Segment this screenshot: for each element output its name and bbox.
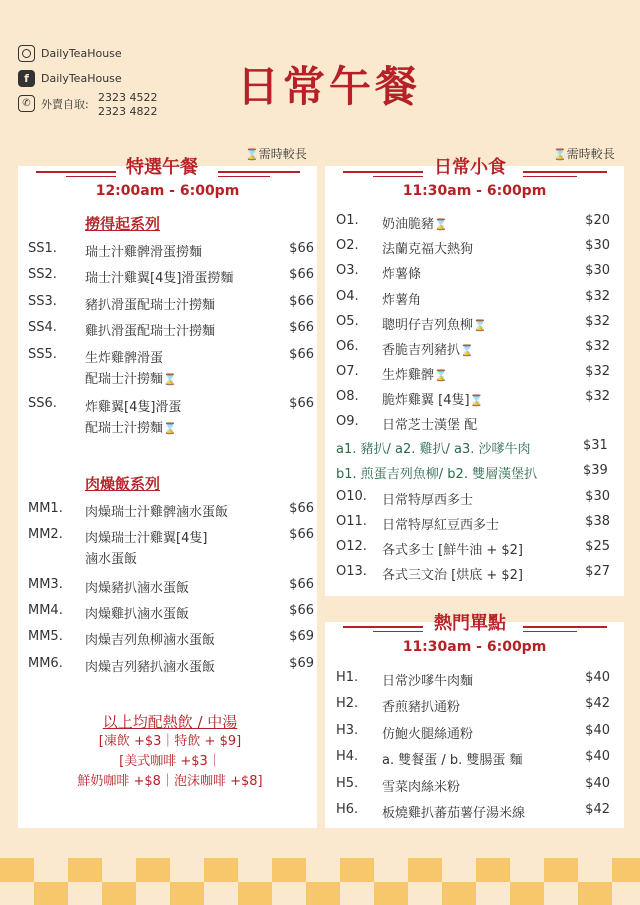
item-name-line2-text: 滷水蛋飯 <box>85 552 138 567</box>
item-name-text: 肉燥吉列豬扒滷水蛋飯 <box>85 660 216 675</box>
item-name <box>85 267 233 286</box>
item-price: $40 <box>585 670 610 685</box>
menu-item <box>336 213 610 233</box>
checker-square <box>510 882 544 905</box>
burger-option-b: b1. 煎蛋吉列魚柳/ b2. 雙層漢堡扒 <box>336 467 538 482</box>
menu-item <box>336 414 610 434</box>
checker-footer <box>0 858 640 905</box>
item-name <box>382 213 448 232</box>
item-code: SS4. <box>28 320 57 335</box>
item-name <box>85 656 215 675</box>
item-code: MM3. <box>28 577 63 592</box>
menu-item <box>336 539 610 559</box>
item-price: $25 <box>585 539 610 554</box>
item-code: O13. <box>336 564 367 579</box>
instagram-handle: DailyTeaHouse <box>41 47 122 60</box>
item-code: H6. <box>336 802 359 817</box>
item-code: MM5. <box>28 629 63 644</box>
item-code: O3. <box>336 263 359 278</box>
item-name-text: 聰明仔吉列魚柳 <box>382 318 474 333</box>
divider <box>343 171 423 173</box>
item-price: $38 <box>585 514 610 529</box>
divider <box>343 626 423 628</box>
item-name-text: 雪菜肉絲米粉 <box>382 780 461 795</box>
item-code: H1. <box>336 670 359 685</box>
item-name <box>382 723 473 742</box>
menu-item <box>336 238 610 258</box>
item-code: H2. <box>336 696 359 711</box>
section-title-hot: 熱門單點 <box>434 613 506 634</box>
facebook-handle: DailyTeaHouse <box>41 72 122 85</box>
checker-square <box>102 882 136 905</box>
phone-icon: ✆ <box>18 95 35 112</box>
item-name-text: a. 雙餐蛋 / b. 雙腸蛋 麵 <box>382 753 523 768</box>
menu-item <box>28 347 314 387</box>
item-code: MM1. <box>28 501 63 516</box>
item-name <box>85 603 189 622</box>
item-price: $66 <box>289 396 314 411</box>
needs-time-note <box>245 145 307 162</box>
item-price: $32 <box>585 339 610 354</box>
checker-square <box>170 882 204 905</box>
item-name-text: 日常特厚西多士 <box>382 493 474 508</box>
item-name-text: 瑞士汁雞翼[4隻]滑蛋撈麵 <box>85 271 234 286</box>
item-name <box>85 501 228 520</box>
phone-number-1: 2323 4522 <box>98 91 158 104</box>
menu-item <box>336 289 610 309</box>
hot-hours: 11:30am - 6:00pm <box>402 639 547 655</box>
item-name-text: 肉燥吉列魚柳滷水蛋飯 <box>85 633 216 648</box>
item-name <box>382 289 421 308</box>
item-price: $69 <box>289 629 314 644</box>
item-price: $32 <box>585 364 610 379</box>
item-price: $66 <box>289 294 314 309</box>
item-name-line2 <box>85 417 177 436</box>
phone-label: 外賣自取: <box>41 97 89 111</box>
divider <box>523 631 577 632</box>
item-name <box>382 314 487 333</box>
menu-item <box>336 749 610 769</box>
hourglass-icon: ⌛ <box>553 148 567 161</box>
item-name-line2 <box>85 368 177 387</box>
divider <box>523 171 607 173</box>
item-name <box>85 320 215 339</box>
facebook-contact[interactable] <box>18 70 122 87</box>
item-code: O2. <box>336 238 359 253</box>
item-name <box>85 294 215 313</box>
item-code: O7. <box>336 364 359 379</box>
item-price: $32 <box>585 389 610 404</box>
checker-square <box>578 882 612 905</box>
menu-item <box>336 263 610 283</box>
checker-square <box>612 858 640 882</box>
checker-square <box>442 882 476 905</box>
item-name <box>382 238 473 257</box>
hourglass-icon: ⌛ <box>163 373 177 386</box>
item-name <box>382 339 474 358</box>
item-name-text: 肉燥豬扒滷水蛋飯 <box>85 581 190 596</box>
item-name-text: 炸薯角 <box>382 293 422 308</box>
menu-item <box>336 564 610 584</box>
item-name-text: 各式多士 [鮮牛油 + $2] <box>382 543 523 558</box>
divider <box>66 176 116 177</box>
item-price: $40 <box>585 723 610 738</box>
item-name <box>382 489 473 508</box>
item-price: $42 <box>585 802 610 817</box>
section-title-lunch: 特選午餐 <box>126 157 198 178</box>
menu-item <box>28 603 314 623</box>
item-name <box>382 670 473 689</box>
burger-option-a-price: $31 <box>583 438 608 453</box>
snacks-hours: 11:30am - 6:00pm <box>402 183 547 199</box>
item-code: O4. <box>336 289 359 304</box>
needs-time-label: 需時較長 <box>258 147 307 161</box>
checker-square <box>238 882 272 905</box>
item-name <box>382 414 477 433</box>
item-name <box>85 347 163 366</box>
checker-square <box>34 882 68 905</box>
divider <box>523 626 607 628</box>
item-name-text: 板燒雞扒蕃茄薯仔湯米線 <box>382 806 526 821</box>
checker-square <box>340 858 374 882</box>
item-code: H5. <box>336 776 359 791</box>
divider <box>523 176 577 177</box>
divider <box>218 176 270 177</box>
menu-item <box>28 294 314 314</box>
item-code: O1. <box>336 213 359 228</box>
item-name <box>85 629 215 648</box>
item-code: O12. <box>336 539 367 554</box>
item-name-line2 <box>85 548 137 567</box>
pairing-title: 以上均配熱飲 / 中湯 <box>102 713 238 731</box>
item-code: H3. <box>336 723 359 738</box>
item-name-text: 脆炸雞翼 [4隻] <box>382 393 470 408</box>
item-code: SS6. <box>28 396 57 411</box>
item-price: $66 <box>289 241 314 256</box>
item-code: SS3. <box>28 294 57 309</box>
item-code: MM6. <box>28 656 63 671</box>
item-name <box>382 539 523 558</box>
item-name-text: 日常沙嗲牛肉麵 <box>382 674 474 689</box>
menu-item <box>336 514 610 534</box>
item-price: $66 <box>289 267 314 282</box>
item-name <box>382 776 460 795</box>
item-name <box>382 696 460 715</box>
phone-contact[interactable] <box>18 95 89 112</box>
item-price: $30 <box>585 263 610 278</box>
item-price: $66 <box>289 320 314 335</box>
item-name-text: 奶油脆豬 <box>382 217 435 232</box>
burger-option-a: a1. 豬扒/ a2. 雞扒/ a3. 沙嗲牛肉 <box>336 442 531 457</box>
pairing-drinks: [凍飲 +$3｜特飲 + $9] <box>98 734 242 749</box>
menu-item <box>28 577 314 597</box>
item-name-text: 肉燥瑞士汁雞髀滷水蛋飯 <box>85 505 229 520</box>
needs-time-note <box>553 145 615 162</box>
item-code: O9. <box>336 414 359 429</box>
menu-item <box>336 389 610 409</box>
menu-item <box>28 241 314 261</box>
item-name <box>382 389 483 408</box>
divider <box>373 176 423 177</box>
checker-square <box>408 858 442 882</box>
divider <box>373 631 423 632</box>
item-price: $40 <box>585 776 610 791</box>
divider <box>36 171 116 173</box>
item-name <box>85 577 189 596</box>
page-title: 日常午餐 <box>237 62 422 111</box>
item-name <box>382 564 523 583</box>
phone-number-2: 2323 4822 <box>98 105 158 118</box>
item-code: SS1. <box>28 241 57 256</box>
item-code: O5. <box>336 314 359 329</box>
divider <box>218 171 300 173</box>
checker-square <box>0 858 34 882</box>
menu-item <box>28 629 314 649</box>
item-price: $69 <box>289 656 314 671</box>
menu-item <box>28 527 314 567</box>
checker-square <box>544 858 578 882</box>
item-name-text: 香煎豬扒通粉 <box>382 700 461 715</box>
item-name-text: 炸雞翼[4隻]滑蛋 <box>85 400 182 415</box>
item-price: $42 <box>585 696 610 711</box>
lunch-hours: 12:00am - 6:00pm <box>95 183 240 199</box>
item-price: $30 <box>585 238 610 253</box>
checker-square <box>136 858 170 882</box>
checker-square <box>68 858 102 882</box>
item-name-text: 肉燥瑞士汁雞翼[4隻] <box>85 531 208 546</box>
instagram-contact[interactable] <box>18 45 122 62</box>
hourglass-icon: ⌛ <box>163 422 177 435</box>
needs-time-label: 需時較長 <box>566 147 615 161</box>
instagram-icon <box>18 45 35 62</box>
item-name <box>382 364 448 383</box>
item-name <box>382 263 421 282</box>
section-title-snacks: 日常小食 <box>434 157 506 178</box>
hourglass-icon: ⌛ <box>473 319 487 332</box>
item-price: $20 <box>585 213 610 228</box>
item-code: O10. <box>336 489 367 504</box>
hourglass-icon: ⌛ <box>469 394 484 407</box>
item-price: $66 <box>289 527 314 542</box>
item-name-text: 仿鮑火腿絲通粉 <box>382 727 474 742</box>
item-name-text: 豬扒滑蛋配瑞士汁撈麵 <box>85 298 216 313</box>
menu-item <box>336 776 610 796</box>
hourglass-icon: ⌛ <box>434 369 448 382</box>
item-price: $40 <box>585 749 610 764</box>
item-name-text: 雞扒滑蛋配瑞士汁撈麵 <box>85 324 216 339</box>
item-name-text: 生炸雞髀 <box>382 368 435 383</box>
item-price: $66 <box>289 577 314 592</box>
pairing-coffee-2: 鮮奶咖啡 +$8｜泡沫咖啡 +$8] <box>77 774 263 789</box>
menu-item <box>336 802 610 822</box>
item-code: O11. <box>336 514 367 529</box>
item-code: O6. <box>336 339 359 354</box>
hourglass-icon: ⌛ <box>434 218 448 231</box>
facebook-icon: f <box>18 70 35 87</box>
item-code: SS5. <box>28 347 57 362</box>
checker-square <box>374 882 408 905</box>
menu-item <box>336 489 610 509</box>
item-name-text: 香脆吉列豬扒 <box>382 343 461 358</box>
hourglass-icon: ⌛ <box>245 148 259 161</box>
menu-item <box>336 696 610 716</box>
item-name-line2-text: 配瑞士汁撈麵 <box>85 372 164 387</box>
item-name <box>85 527 207 546</box>
item-name-text: 肉燥雞扒滷水蛋飯 <box>85 607 190 622</box>
menu-item <box>28 267 314 287</box>
item-name-text: 瑞士汁雞髀滑蛋撈麵 <box>85 245 203 260</box>
item-name-text: 各式三文治 [烘底 + $2] <box>382 568 523 583</box>
item-name-text: 炸薯條 <box>382 267 422 282</box>
item-code: O8. <box>336 389 359 404</box>
item-price: $66 <box>289 501 314 516</box>
menu-item <box>336 364 610 384</box>
item-name-text: 生炸雞髀滑蛋 <box>85 351 164 366</box>
item-name-line2-text: 配瑞士汁撈麵 <box>85 421 164 436</box>
item-name-text: 法蘭克福大熱狗 <box>382 242 474 257</box>
menu-item <box>336 339 610 359</box>
menu-item <box>336 723 610 743</box>
menu-item <box>336 314 610 334</box>
item-code: MM2. <box>28 527 63 542</box>
item-name <box>85 396 181 415</box>
item-code: MM4. <box>28 603 63 618</box>
menu-item <box>28 501 314 521</box>
menu-item <box>28 320 314 340</box>
pairing-note <box>20 712 320 792</box>
item-price: $32 <box>585 314 610 329</box>
subsection-title: 肉燥飯系列 <box>85 475 161 493</box>
item-price: $32 <box>585 289 610 304</box>
checker-square <box>272 858 306 882</box>
item-price: $66 <box>289 347 314 362</box>
phone-numbers <box>98 91 158 119</box>
menu-item <box>336 670 610 690</box>
menu-item <box>28 656 314 676</box>
item-code: H4. <box>336 749 359 764</box>
item-name-text: 日常特厚紅豆西多士 <box>382 518 500 533</box>
item-name-text: 日常芝士漢堡 配 <box>382 418 478 433</box>
item-price: $27 <box>585 564 610 579</box>
item-name <box>85 241 202 260</box>
item-name <box>382 802 525 821</box>
subsection-title: 撈得起系列 <box>85 215 161 233</box>
menu-item <box>28 396 314 436</box>
checker-square <box>204 858 238 882</box>
item-name <box>382 514 499 533</box>
pairing-coffee-1: [美式咖啡 +$3｜ <box>119 754 221 769</box>
item-price: $30 <box>585 489 610 504</box>
item-name <box>382 749 523 768</box>
checker-square <box>306 882 340 905</box>
hourglass-icon: ⌛ <box>460 344 474 357</box>
item-price: $66 <box>289 603 314 618</box>
checker-square <box>476 858 510 882</box>
item-code: SS2. <box>28 267 57 282</box>
burger-option-b-price: $39 <box>583 463 608 478</box>
